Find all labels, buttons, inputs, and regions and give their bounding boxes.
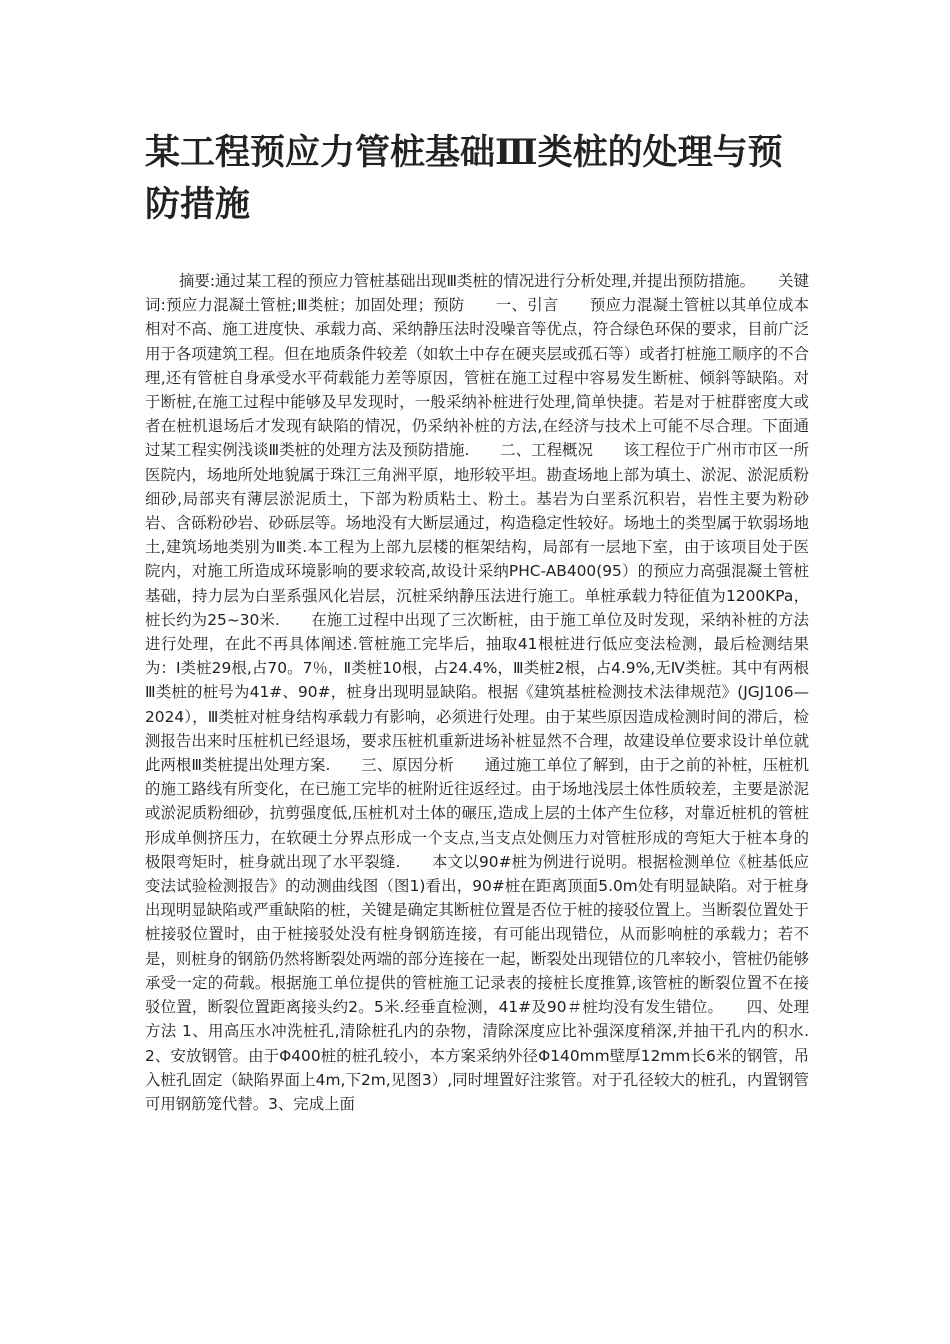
document-title: 某工程预应力管桩基础Ⅲ类桩的处理与预防措施 bbox=[145, 132, 783, 225]
document-body-text: 摘要:通过某工程的预应力管桩基础出现Ⅲ类桩的情况进行分析处理,并提出预防措施。 关键词:预应力混凝土管桩;Ⅲ类桩；加固处理；预防 一、引言 预应力混凝土管桩以其单位成本相对不高、施工进度快、承载力高、采纳静压法时没噪音等优点，符合绿色环保的要求，目前广泛用于各项建筑工程。但在地质条件较差（如软土中存在硬夹层或孤石等）或者打桩施工顺序的不合理,还有管桩自身承受水平荷载能力差等原因，管桩在施工过程中容易发生断桩、倾斜等缺陷。对于断桩,在施工过程中能够及早发现时，一般采纳补桩进行处理,简单快捷。若是对于桩群密度大或者在桩机退场后才发现有缺陷的情况，仍采纳补桩的方法,在经济与技术上可能不尽合理。下面通过某工程实例浅谈Ⅲ类桩的处理方法及预防措施. 二、工程概况 该工程位于广州市市区一所医院内，场地所处地貌属于珠江三角洲平原，地形较平坦。勘查场地上部为填土、淤泥、淤泥质粉细砂,局部夹有薄层淤泥质土，下部为粉质粘土、粉土。基岩为白垩系沉积岩，岩性主要为粉砂岩、含砾粉砂岩、砂砾层等。场地没有大断层通过，构造稳定性较好。场地土的类型属于软弱场地土,建筑场地类别为Ⅲ类.本工程为上部九层楼的框架结构，局部有一层地下室，由于该项目处于医院内，对施工所造成环境影响的要求较高,故设计采纳PHC-AB400(95）的预应力高强混凝土管桩基础，持力层为白垩系强风化岩层，沉桩采纳静压法进行施工。单桩承载力特征值为1200KPa，桩长约为25~30米. 在施工过程中出现了三次断桩，由于施工单位及时发现，采纳补桩的方法进行处理，在此不再具体阐述.管桩施工完毕后，抽取41根桩进行低应变法检测，最后检测结果为：Ⅰ类桩29根,占70。7％，Ⅱ类桩10根，占24.4%，Ⅲ类桩2根，占4.9%,无Ⅳ类桩。其中有两根Ⅲ类桩的桩号为41#、90#，桩身出现明显缺陷。根据《建筑基桩检测技术法律规范》(JGJ106—2024），Ⅲ类桩对桩身结构承载力有影响，必须进行处理。由于某些原因造成检测时间的滞后，检测报告出来时压桩机已经退场，要求压桩机重新进场补桩显然不合理，故建设单位要求设计单位就此两根Ⅲ类桩提出处理方案. 三、原因分析 通过施工单位了解到，由于之前的补桩，压桩机的施工路线有所变化，在已施工完毕的桩附近往返经过。由于场地浅层土体性质较差，主要是淤泥或淤泥质粉细砂，抗剪强度低,压桩机对土体的碾压,造成上层的土体产生位移，对靠近桩机的管桩形成单侧挤压力，在软硬土分界点形成一个支点,当支点处侧压力对管桩形成的弯矩大于桩本身的极限弯矩时，桩身就出现了水平裂缝. 本文以90#桩为例进行说明。根据检测单位《桩基低应变法试验检测报告》的动测曲线图（图1)看出，90#桩在距离顶面5.0m处有明显缺陷。对于桩身出现明显缺陷或严重缺陷的桩，关键是确定其断桩位置是否位于桩的接驳位置上。当断裂位置处于桩接驳位置时，由于桩接驳处没有桩身钢筋连接，有可能出现错位，从而影响桩的承载力；若不是，则桩身的钢筋仍然将断裂处两端的部分连接在一起，断裂处出现错位的几率较小，管桩仍能够承受一定的荷载。根据施工单位提供的管桩施工记录表的接桩长度推算,该管桩的断裂位置不在接驳位置，断裂位置距离接头约2。5米.经垂直检测，41#及90＃桩均没有发生错位。 四、处理方法 1、用高压水冲洗桩孔,清除桩孔内的杂物，清除深度应比补强深度稍深,并抽干孔内的积水.2、安放钢管。由于Φ400桩的桩孔较小，本方案采纳外径Φ140mm壁厚12mm长6米的钢管，吊入桩孔固定（缺陷界面上4m,下2m,见图3）,同时埋置好注浆管。对于孔径较大的桩孔，内置钢管可用钢筋笼代替。3、完成上面 bbox=[145, 272, 809, 1113]
